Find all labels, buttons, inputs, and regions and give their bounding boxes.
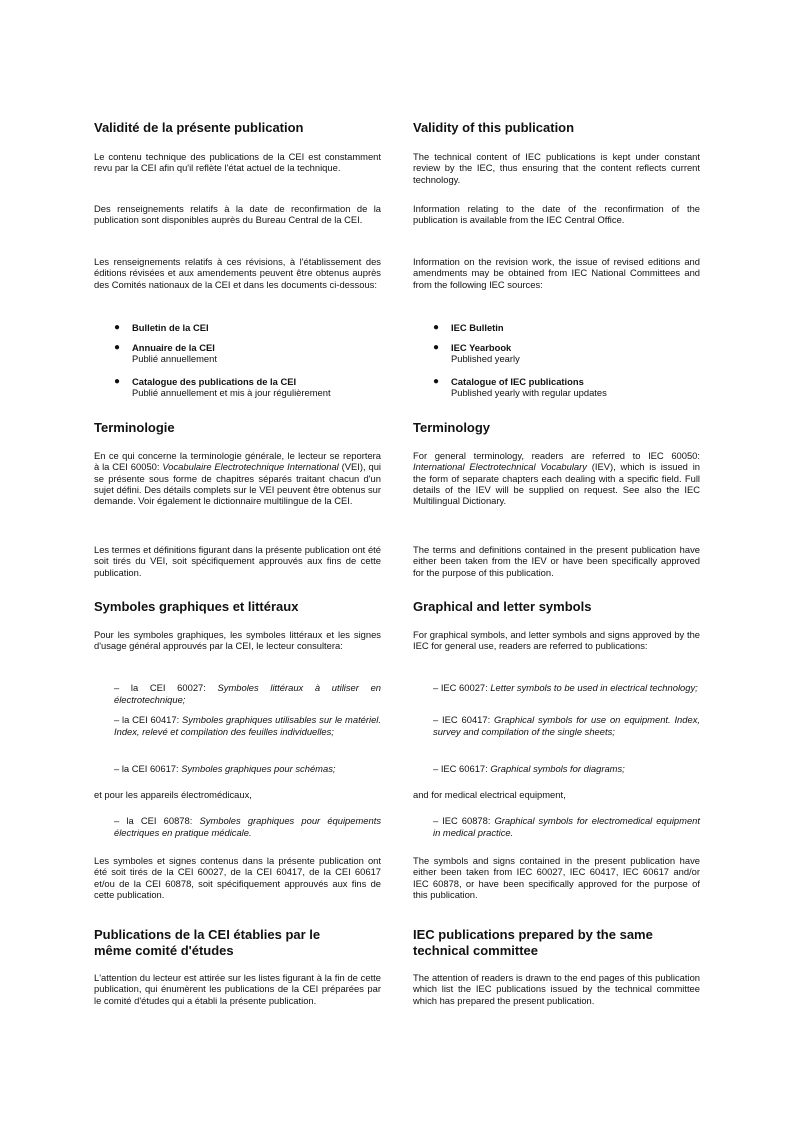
symbol-reference-item: – la CEI 60617: Symboles graphiques pour schémas; <box>114 763 336 774</box>
bullet-title: Annuaire de la CEI <box>132 342 215 353</box>
bullet-subtitle: Publié annuellement <box>132 353 217 365</box>
bullet-icon: ● <box>114 342 121 353</box>
symbols-paragraph-2: and for medical electrical equipment, <box>413 789 566 800</box>
terminology-heading: Terminologie <box>94 420 175 435</box>
validity-heading: Validity of this publication <box>413 120 575 135</box>
bullet-subtitle: Published yearly <box>451 353 520 365</box>
bullet-title: Catalogue of IEC publications <box>451 376 584 387</box>
validity-paragraph-3: Information on the revision work, the issue of revised editions and amendments may be obtained from IEC National Committees and from the following IEC sources: <box>413 256 700 290</box>
bullet-icon: ● <box>433 342 440 353</box>
bullet-subtitle: Published yearly with regular updates <box>451 387 607 399</box>
bullet-icon: ● <box>114 322 121 333</box>
committee-heading-line-1: IEC publications prepared by the same <box>413 927 653 942</box>
validity-paragraph-2: Des renseignements relatifs à la date de reconfirmation de la publication sont disponibles auprès du Bureau Central de la CEI. <box>94 203 381 226</box>
symbols-heading: Symboles graphiques et littéraux <box>94 599 299 614</box>
bullet-icon: ● <box>114 376 121 387</box>
validity-heading: Validité de la présente publication <box>94 120 304 135</box>
symbol-reference-item: – la CEI 60417: Symboles graphiques utilisables sur le matériel. Index, relevé et compilation des feuilles individuelles; <box>114 714 381 737</box>
bullet-icon: ● <box>433 376 440 387</box>
committee-paragraph: L'attention du lecteur est attirée sur les listes figurant à la fin de cette publication, qui énumèrent les publications de la CEI préparées par le comité d'études qui a établi la présente publication. <box>94 972 381 1006</box>
symbol-reference-item: – IEC 60617: Graphical symbols for diagrams; <box>433 763 625 774</box>
symbols-paragraph-3: Les symboles et signes contenus dans la présente publication ont été soit tirés de la CEI 60027, de la CEI 60417, de la CEI 60617 et/ou de la CEI 60878, soit spécifiquement approuvés aux fins de cette publication. <box>94 855 381 900</box>
symbol-reference-item: – IEC 60027: Letter symbols to be used in electrical technology; <box>433 682 698 693</box>
validity-paragraph-1: Le contenu technique des publications de la CEI est constamment revu par la CEI afin qu'il reflète l'état actuel de la technique. <box>94 151 381 174</box>
terminology-paragraph-2: Les termes et définitions figurant dans la présente publication ont été soit tirés du VEI, soit spécifiquement approuvés aux fins de cette publication. <box>94 544 381 578</box>
committee-heading-line-2: technical committee <box>413 943 538 958</box>
terminology-paragraph-1: For general terminology, readers are referred to IEC 60050: International Electrotechnical Vocabulary (IEV), which is issued in the form of separate chapters each dealing with a specific field. Full details of the IEV will be supplied on request. See also the IEC Multilingual Dictionary. <box>413 450 700 507</box>
symbols-paragraph-3: The symbols and signs contained in the present publication have either been taken from IEC 60027, IEC 60417, IEC 60617 and/or IEC 60878, or have been specifically approved for the purpose of this publication. <box>413 855 700 900</box>
bullet-title: Catalogue des publications de la CEI <box>132 376 297 387</box>
terminology-paragraph-2: The terms and definitions contained in the present publication have either been taken from the IEV or have been specifically approved for the purpose of this publication. <box>413 544 700 578</box>
symbol-reference-item: – la CEI 60027: Symboles littéraux à utiliser en électrotechnique; <box>114 682 381 705</box>
bullet-title: IEC Yearbook <box>451 342 512 353</box>
bullet-subtitle: Publié annuellement et mis à jour régulièrement <box>132 387 331 399</box>
terminology-paragraph-1: En ce qui concerne la terminologie générale, le lecteur se reportera à la CEI 60050: Vocabulaire Electrotechnique International (VEI), qui se présente sous forme de chapitres séparés traitant chacun d'un sujet défini. Des détails complets sur le VEI peuvent être obtenus sur demande. Voir également le dictionnaire multilingue de la CEI. <box>94 450 381 507</box>
symbols-paragraph-2: et pour les appareils électromédicaux, <box>94 789 252 800</box>
committee-paragraph: The attention of readers is drawn to the end pages of this publication which list the IEC publications issued by the technical committee which has prepared the present publication. <box>413 972 700 1006</box>
symbols-heading: Graphical and letter symbols <box>413 599 592 614</box>
symbol-reference-item: – la CEI 60878: Symboles graphiques pour équipements électriques en pratique médicale. <box>114 815 382 838</box>
terminology-heading: Terminology <box>413 420 491 435</box>
symbol-reference-item: – IEC 60878: Graphical symbols for electromedical equipment in medical practice. <box>433 815 700 838</box>
bullet-icon: ● <box>433 322 440 333</box>
validity-paragraph-2: Information relating to the date of the reconfirmation of the publication is available from the IEC Central Office. <box>413 203 700 226</box>
committee-heading-line-1: Publications de la CEI établies par le <box>94 927 321 942</box>
validity-paragraph-1: The technical content of IEC publications is kept under constant review by the IEC, thus ensuring that the content reflects current technology. <box>413 151 700 185</box>
validity-paragraph-3: Les renseignements relatifs à ces révisions, à l'établissement des éditions révisées et aux amendements peuvent être obtenus auprès des Comités nationaux de la CEI et dans les documents ci-dessous: <box>94 256 381 290</box>
bullet-title: Bulletin de la CEI <box>132 322 209 333</box>
symbols-paragraph-1: Pour les symboles graphiques, les symboles littéraux et les signes d'usage général approuvés par la CEI, le lecteur consultera: <box>94 629 381 652</box>
symbols-paragraph-1: For graphical symbols, and letter symbols and signs approved by the IEC for general use, readers are referred to publications: <box>413 629 700 652</box>
bullet-title: IEC Bulletin <box>451 322 504 333</box>
committee-heading-line-2: même comité d'études <box>94 943 234 958</box>
symbol-reference-item: – IEC 60417: Graphical symbols for use on equipment. Index, survey and compilation of the single sheets; <box>433 714 700 737</box>
